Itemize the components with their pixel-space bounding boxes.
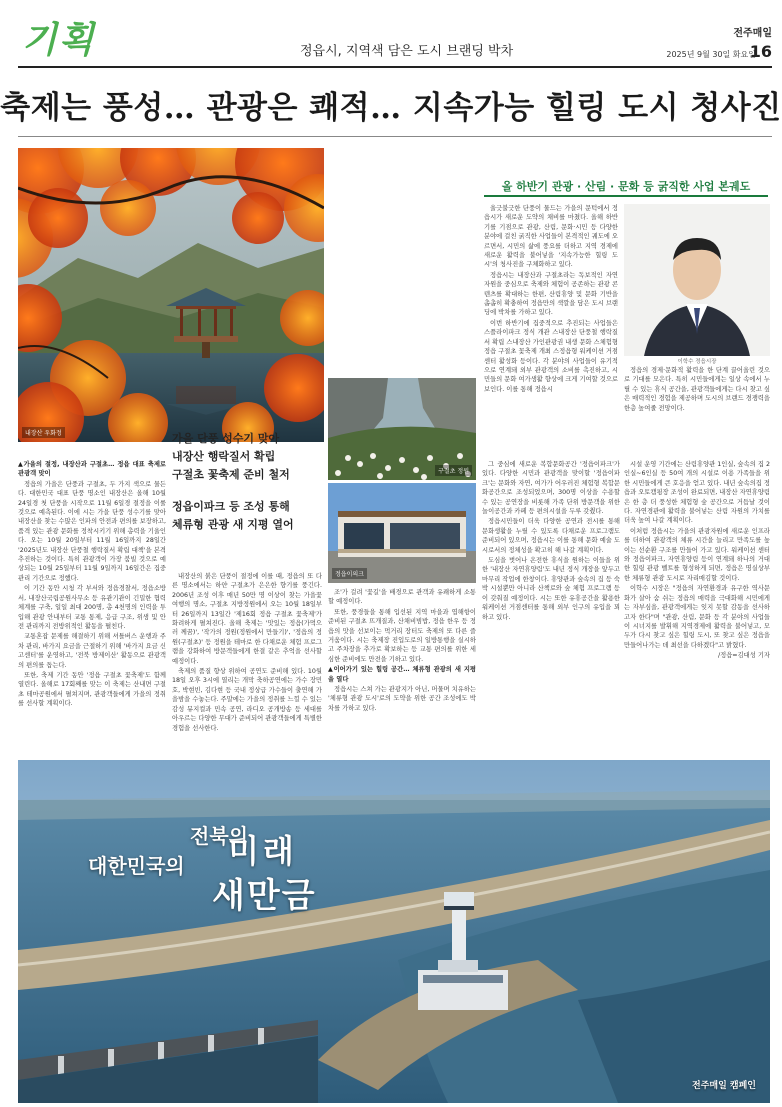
main-photo [18,148,324,442]
right-column-1 [484,204,618,458]
pull-quote-line: 정읍이파크 등 조성 통해 [172,500,290,513]
right-col1-para: 이번 하반기에 집중적으로 추진되는 사업들은 스플라이파크 정식 개관 스내장산 단풍철 행락질서 확립 스내장산 가인관광권 내생 문화 스체험형 정읍 구절초 꽃축제 개최 스정읍형 워케이션 거점센터 활성화 등이다. 각 분야의 사업들이 유기적으로 연계돼 외부 관광객의 소비를 촉진하고, 시민들의 문화 여가생활 향상에 크게 기여할 것으로 보인다. 이를 통해 정읍시 [484,319,618,393]
portrait-image [624,204,770,356]
banner-line-4: 새만금 [212,876,317,916]
right-column-2 [624,366,770,450]
main-headline: 축제는 풍성… 관광은 쾌적… 지속가능 힐링 도시 청사진 [0,90,782,126]
banner-line-3: 미래 [228,832,298,870]
issue-date: 2025년 9월 30일 화요일 [666,50,756,59]
body-para: 도심을 벗어나 온전한 휴식을 원하는 이들을 위한 '내장산 자연휴양림'도 내년 정식 개장을 앞두고 마무리 작업에 한창이다. 휴양관과 숲속의 집 등 숙박 시설뿐만 아니라 산책로와 숲 체험 프로그램 등이 갖춰질 예정이다. 시는 또한 유휴공간을 활용한 워케이션 거점센터를 통해 외부 인구의 유입을 꾀하고 있다. [482,557,620,621]
portrait-caption: 이학수 정읍시장 [677,359,717,365]
body-para: 교통혼잡 문제를 해결하기 위해 셔틀버스 운행과 주차 관리, 바가지 요금을 근절하기 위해 '바가지 요금 신고센터'를 운영하고, '전북 방제이산' 활동으로 관광객의 편의를 돕는다. [18,633,166,669]
banner-signature: 전주매일 캠페인 [692,1081,756,1091]
section-subheading: 올 하반기 관광 · 산림 · 문화 등 굵직한 사업 본궤도 [501,180,751,193]
body-para: 조'가 걸려 '꽃길'을 배경으로 관객과 유쾌하게 소통할 예정이다. [328,589,476,606]
body-para: 또한, 풍경들을 통해 입선된 지역 마을과 엽해항이 준비된 구절초 뜨개질과, 산채비빔밥, 정읍 한우 등 정읍의 맛을 선보이는 먹거리 장터도 축제의 또 다른 즐거움이다. 시는 축제장 진입도로의 일방통행을 실시하고 주차장을 추가로 확보하는 등 교통 편의를 위한 세심한 준비에도 만전을 기하고 있다. [328,608,476,663]
mayor-portrait [624,204,770,356]
paper-name: 전주매일 [733,28,772,39]
body-para: 정읍시는 스쳐 가는 관광지가 아닌, 머물며 치유하는 '체류형 관광 도시'로의 도약을 위한 공간 조성에도 박차를 가하고 있다. [328,686,476,712]
subhead: ▲가을의 절정, 내장산과 구절초… 정읍 대표 축제로 관광객 맞이 [18,461,166,478]
body-para: 정읍의 가을은 단풍과 구절초, 두 가지 색으로 물든다. 대한민국 대표 단풍 명소인 내장산은 올해 10월 24일경 첫 단풍을 시작으로 11월 6일경 절정을 이룰 것으로 예측된다. 이에 시는 가을 단풍 성수기를 맞아 내장산을 찾는 수많은 인파의 안전과 편의를 보장하고, 품격 있는 관광 문화를 정착시키기 위해 총력을 기울인다. 오는 10월 20일부터 11월 16일까지 28일간 '2025년도 내장산 단풍철 행락질서 확립 대책'을 본격 추진하는 것이다. 특히 관광객이 가장 붐빌 것으로 예상되는 10월 25일부터 11월 9일까지 16일간은 집중 관리 기간으로 정했다. [18,480,166,582]
right-col2-para: 정읍의 경제·문화적 활력을 한 단계 끌어올린 것으로 기대를 모은다. 특히 시민들에게는 일상 속에서 누릴 수 있는 휴식 공간을, 관광객들에게는 다시 찾고 싶은 매력적인 경험을 제공하며 도시의 브랜드 경쟁력을 한층 높여줄 전망이다. [624,367,770,412]
byline: /정읍=김대성 기자 [718,652,770,660]
right-col1-para: 정읍시는 내장산과 구절초라는 독보적인 자연 자원을 중심으로 축제와 체험이 공존하는 관광 콘텐츠를 확대하는 한편, 산림휴양 및 문화 기반을 촘촘히 확충하여 정읍만의 색깔을 담은 도시 브랜딩에 박차를 가하고 있다. [484,271,618,317]
small-photo-1 [328,378,476,480]
body-para: 축제의 품질 향상 위하여 공연도 준비해 있다. 10월 18일 오후 3시에 열리는 개막 축하공연에는 가수 장민호, 박현빈, 김다현 등 국내 정상급 가수들이 출연해 가을밤을 수놓는다. 주말에는 가을의 정취를 느낄 수 있는 감성 뮤지컬과 민속 공연, 라디오 공개방송 등 세대를 아우르는 다양한 무대가 준비되어 관광객들에게 특별한 경험을 선사한다. [172,668,322,732]
pull-quote-line: 구절초 꽃축제 준비 철저 [172,468,290,481]
pull-quote-line: 내장산 행락질서 확립 [172,450,276,463]
section-logo: 기획 [22,19,96,61]
banner-line-1: 전북의 [190,824,248,848]
section-subheading-rule [484,195,768,197]
pavilion-autumn-image [18,148,324,442]
body-column-a [18,460,166,752]
subhead: ▲이어가기 있는 힐링 공간… 체류형 관광의 새 지평을 열다 [328,666,476,683]
page-number: 16 [749,42,772,61]
right-col1-para: 울긋불긋한 단풍이 물드는 가을의 문턱에서 정읍시가 새로운 도약의 채비를 마쳤다. 올해 하반기를 기점으로 관광, 산림, 문화·시민 등 다양한 분야에 걸친 굵직한 사업들이 본격적인 궤도에 오르면서, 시민의 삶에 풍요를 더하고 지역 경제에 새로운 활력을 불어넣을 '지속가능한 힐링 도시'의 청사진을 구체화하고 있다. [484,205,618,269]
page-header [0,0,782,66]
headline-rule [18,136,772,137]
body-column-d [482,460,620,752]
pull-quote-line: 가을 단풍 성수기 맞아 [172,432,280,445]
body-para: 정읍시민들이 더욱 다양한 공연과 전시를 통해 문화생활을 누릴 수 있도록 다채로운 프로그램도 준비되어 있으며, 정읍시는 이를 통해 문화 예술 도시로서의 정체성을 확고히 해 나갈 계획이다. [482,518,620,554]
body-para: 이 기간 동안 시청 각 부서와 정읍경찰서, 정읍소방서, 내장산국립공원사무소 등 유관기관이 긴밀한 협력체계를 구축, 일일 최대 200명, 총 4천명의 인력을 투입해 관광 안내부터 교통 통제, 응급 구조, 위생 및 안전 관리까지 전방위적인 활동을 펼친다. [18,585,166,630]
main-photo-caption: 내장산 우화정 [22,427,65,438]
pull-quote-line: 체류형 관광 새 지평 열어 [172,518,294,531]
header-rule [18,66,772,68]
body-para: 또한, 축제 기간 동안 '정읍 구절초 꽃축제'도 함께 열린다. 올해로 17회째를 맞는 이 축제는 산내면 구절초 테마공원에서 펼쳐지며, 관광객들에게 가을의 정취를 선사할 계획이다. [18,671,166,708]
body-para: 내장산의 붉은 단풍이 절정에 이를 때, 정읍의 또 다른 명소에서는 하얀 구절초가 은은한 향기를 풍긴다. 2006년 조성 이후 매년 50만 명 이상이 찾는 가을꽃 여행의 명소, 구절초 지방정원에서 오는 10월 18일부터 26일까지 13일간 '제16회 정읍 구절초 꽃축제'가 화려하게 펼쳐진다. 올해 축제는 '맛있는 정읍(가먹으러 께꿈)', '작가의 정원(정원에서 만들기)', '정읍의 정원(구절초)' 등 정원을 테마로 한 다채로운 체험 프로그램을 강화하여 방문객들에게 한결 같은 추억을 선사할 예정이다. [172,573,322,665]
body-para: 이학수 시장은 "정읍의 자연환경과 유구한 역사문화가 살아 숨 쉬는 정읍의 매력을 극대화해 시민에게는 자부심을, 관광객에게는 잊지 못할 감동을 선사하고자 한다"며 "관광, 산림, 문화 등 각 분야의 사업들이 시너지를 발휘해 지역경제에 활력을 불어넣고, 모두가 다시 찾고 싶은 힐링 도시, 또 찾고 싶은 정읍을 만들어나가는 데 최선을 다하겠다"고 밝혔다. [624,585,770,649]
section-subtitle: 정읍시, 지역색 담은 도시 브랜딩 박차 [300,44,514,59]
small-photo-1-caption: 구절초 정원 [435,465,472,476]
body-column-c [328,588,476,752]
small-photo-2-caption: 정읍이의크 [332,568,367,579]
pull-quote [172,430,322,534]
saemangeum-aerial-image [18,760,770,1103]
body-column-b [172,572,322,752]
campaign-banner [18,760,770,1103]
body-para: 시설 운영 기간에는 산림휴양관 1인실, 숲속의 집 2인실~6인실 등 50여 개의 시설로 이용 가족들을 위한 시민들에게 큰 호응을 얻고 있다. 내년 숲속의집 정읍과 오토캠핑장 조성이 완료되면, 내장산 자연휴양림은 한 층 더 풍성한 체험형 숲 공간으로 거듭날 것이다. 자연경관에 활력을 불어넣는 산림 자원의 가치를 더욱 높여 나갈 계획이다. [624,461,770,525]
body-column-e [624,460,770,752]
body-para: 그 중심에 새로운 복합문화공간 '정읍이파크'가 있다. 다양한 시민과 관광객을 맞이할 '정읍이파크'는 문화와 자연, 여가가 어우러진 체험형 복합문화공간으로 조성되었으며, 300명 이상을 수용할 수 있는 공연장을 비롯해 가족 단위 방문객을 위한 놀이공간과 카페 등 편의시설을 두루 갖췄다. [482,461,620,516]
body-para: 이처럼 정읍시는 가을의 관광자원에 새로운 인프라를 더하여 관광객의 체류 시간을 늘리고 만족도를 높이는 선순환 구조를 만들어 가고 있다. 워케이션 센터와 정읍이파크, 자연휴양림 등이 연계돼 하나의 거대한 힐링 관광 벨트를 형성하게 되면, 정읍은 명실상부한 체류형 관광 도시로 자리매김할 것이다. [624,527,770,582]
small-photo-2 [328,483,476,583]
banner-line-2: 대한민국의 [88,854,185,878]
